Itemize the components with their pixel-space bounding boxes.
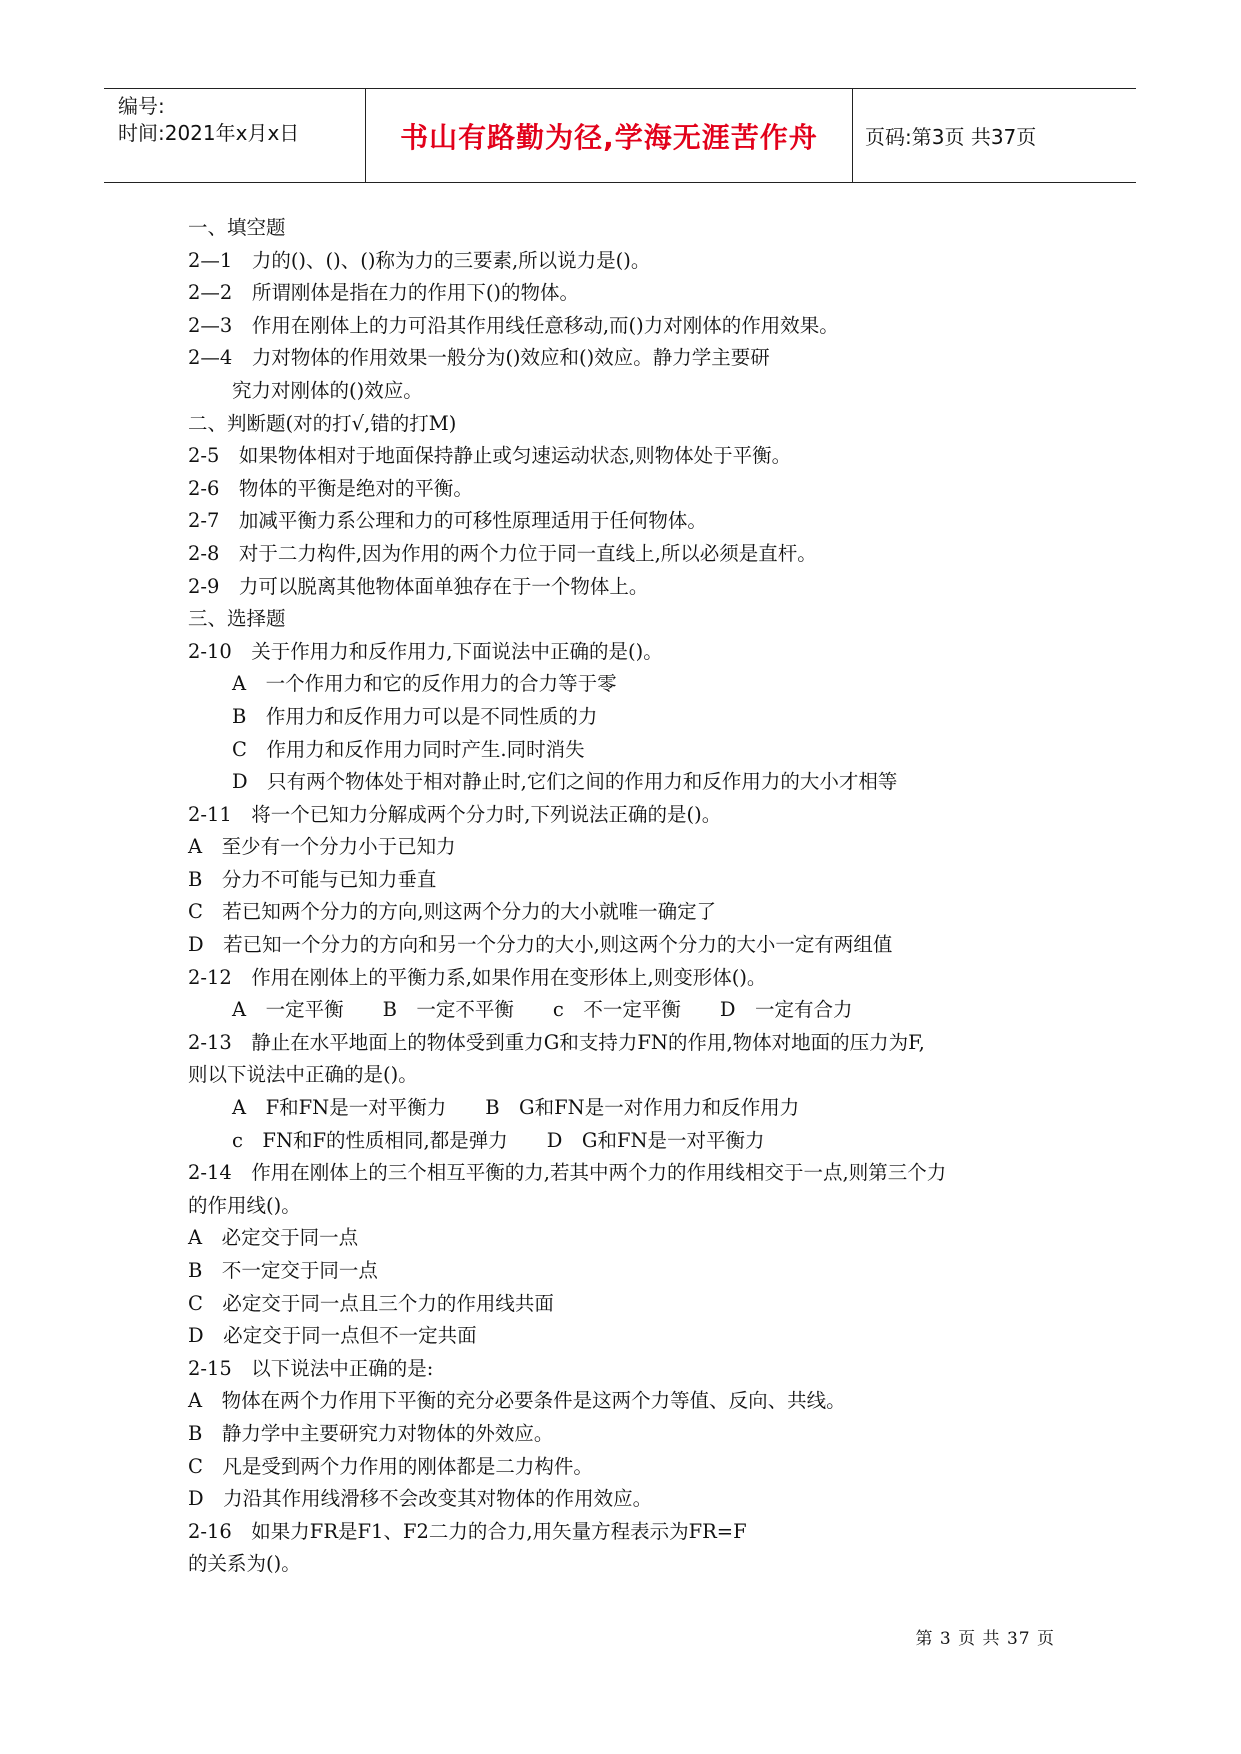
text-line: B 分力不可能与已知力垂直 bbox=[188, 867, 437, 891]
text-line: C 必定交于同一点且三个力的作用线共面 bbox=[188, 1291, 554, 1315]
text-line: 2-9 力可以脱离其他物体面单独存在于一个物体上。 bbox=[188, 574, 649, 598]
header-meta bbox=[104, 89, 366, 182]
text-line: D 若已知一个分力的方向和另一个分力的大小,则这两个分力的大小一定有两组值 bbox=[188, 933, 893, 957]
text-line: 2-16 如果力FR是F1、F2二力的合力,用矢量方程表示为FR=F bbox=[188, 1519, 747, 1543]
text-line: 2-15 以下说法中正确的是: bbox=[188, 1356, 434, 1380]
text-line: D 必定交于同一点但不一定共面 bbox=[188, 1324, 477, 1348]
text-line: A 一定平衡 B 一定不平衡 c 不一定平衡 D 一定有合力 bbox=[232, 998, 853, 1022]
text-line: 2-10 关于作用力和反作用力,下面说法中正确的是()。 bbox=[188, 639, 663, 663]
text-line: A F和FN是一对平衡力 B G和FN是一对作用力和反作用力 bbox=[232, 1096, 800, 1120]
motto: 书山有路勤为径,学海无涯苦作舟 bbox=[366, 89, 853, 182]
page-footer: 第 3 页 共 37 页 bbox=[915, 1629, 1055, 1649]
text-line: A 一个作用力和它的反作用力的合力等于零 bbox=[232, 672, 617, 696]
text-line: 2-7 加减平衡力系公理和力的可移性原理适用于任何物体。 bbox=[188, 509, 707, 533]
text-line: 2—3 作用在刚体上的力可沿其作用线任意移动,而()力对刚体的作用效果。 bbox=[188, 313, 839, 337]
text-line: 究力对刚体的()效应。 bbox=[232, 378, 423, 402]
text-line: c FN和F的性质相同,都是弹力 D G和FN是一对平衡力 bbox=[232, 1128, 765, 1152]
text-line: C 作用力和反作用力同时产生.同时消失 bbox=[232, 737, 585, 761]
page-header bbox=[104, 88, 1136, 183]
text-line: A 至少有一个分力小于已知力 bbox=[188, 835, 456, 859]
text-line: 一、填空题 bbox=[188, 216, 286, 239]
text-line: 2-8 对于二力构件,因为作用的两个力位于同一直线上,所以必须是直杆。 bbox=[188, 541, 817, 565]
time-label: 时间:2021年x月x日 bbox=[118, 121, 300, 145]
text-line: C 若已知两个分力的方向,则这两个分力的大小就唯一确定了 bbox=[188, 900, 717, 924]
text-line: 的作用线()。 bbox=[188, 1193, 301, 1217]
text-line: 则以下说法中正确的是()。 bbox=[188, 1063, 418, 1087]
text-line: 三、选择题 bbox=[188, 607, 286, 631]
text-line: 2-14 作用在刚体上的三个相互平衡的力,若其中两个力的作用线相交于一点,则第三个力 bbox=[188, 1161, 947, 1185]
text-line: D 只有两个物体处于相对静止时,它们之间的作用力和反作用力的大小才相等 bbox=[232, 770, 898, 794]
text-line: 2—4 力对物体的作用效果一般分为()效应和()效应。静力学主要研 bbox=[188, 346, 770, 370]
text-line: 2—2 所谓刚体是指在力的作用下()的物体。 bbox=[188, 281, 580, 305]
text-line: 2-5 如果物体相对于地面保持静止或匀速运动状态,则物体处于平衡。 bbox=[188, 444, 792, 468]
text-line: 2-11 将一个已知力分解成两个分力时,下列说法正确的是()。 bbox=[188, 802, 722, 826]
text-line: 2-6 物体的平衡是绝对的平衡。 bbox=[188, 476, 473, 500]
text-line: A 必定交于同一点 bbox=[188, 1226, 359, 1250]
text-line: 二、判断题(对的打√,错的打M) bbox=[188, 411, 457, 435]
number-label: 编号: bbox=[118, 94, 165, 118]
text-line: B 静力学中主要研究力对物体的外效应。 bbox=[188, 1421, 554, 1445]
document-body bbox=[188, 212, 1088, 1581]
text-line: 2-12 作用在刚体上的平衡力系,如果作用在变形体上,则变形体()。 bbox=[188, 965, 767, 989]
text-line: 2-13 静止在水平地面上的物体受到重力G和支持力FN的作用,物体对地面的压力为F, bbox=[188, 1030, 925, 1054]
text-line: C 凡是受到两个力作用的刚体都是二力构件。 bbox=[188, 1454, 593, 1478]
text-line: B 不一定交于同一点 bbox=[188, 1259, 378, 1282]
text-line: B 作用力和反作用力可以是不同性质的力 bbox=[232, 704, 598, 728]
text-line: A 物体在两个力作用下平衡的充分必要条件是这两个力等值、反向、共线。 bbox=[188, 1389, 846, 1413]
text-line: D 力沿其作用线滑移不会改变其对物体的作用效应。 bbox=[188, 1487, 653, 1511]
text-line: 2—1 力的()、()、()称为力的三要素,所以说力是()。 bbox=[188, 248, 651, 272]
page-info: 页码:第3页 共37页 bbox=[865, 125, 1037, 149]
text-line: 的关系为()。 bbox=[188, 1552, 301, 1576]
